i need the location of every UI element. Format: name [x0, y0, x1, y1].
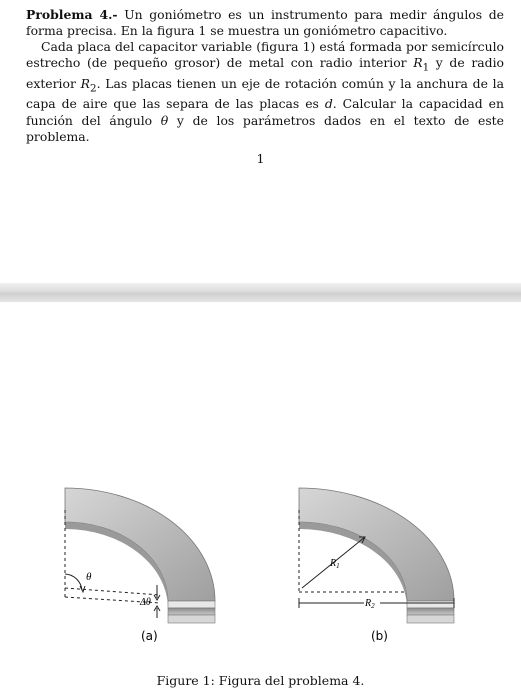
body-text-c: . Las placas tienen un eje de rotación común y la anchura de la capa de aire que las separa de las placas es	[26, 75, 505, 112]
page-separator	[0, 283, 521, 302]
figure-b-capacitor	[299, 488, 454, 643]
problem-body	[26, 39, 504, 145]
figure-1	[0, 470, 521, 660]
r1-subscript: 1	[422, 61, 430, 74]
axis-a-rotated	[65, 588, 160, 595]
plate-a-end-top	[168, 601, 215, 608]
figure-caption: Figure 1: Figura del problema 4.	[156, 673, 365, 688]
problem-text	[26, 7, 504, 145]
delta-theta-label: Δθ	[140, 597, 151, 608]
problem-intro	[26, 7, 504, 39]
figure-a-capacitor	[65, 488, 215, 643]
plate-b-upper	[299, 488, 454, 601]
theta-arc	[65, 574, 82, 590]
plate-a-upper	[65, 488, 215, 601]
page-number: 1	[256, 151, 265, 166]
r1-symbol: R	[413, 55, 423, 71]
body-text-a: Cada placa del capacitor variable (figura 1) está formada por semicírculo estrecho (de pequeño grosor) de metal con radio interior	[26, 39, 504, 71]
r1-label: $R_1$	[330, 558, 340, 570]
r2-symbol: R	[80, 75, 90, 91]
r2-subscript: 2	[89, 82, 97, 95]
label-a: (a)	[141, 629, 158, 643]
r2-label: $R_2$	[365, 598, 375, 610]
plate-b-end-top	[407, 601, 454, 608]
plate-b-end-mid	[407, 608, 454, 615]
plate-a-end-bottom	[168, 615, 215, 623]
body-text-b: y de radio exterior	[26, 55, 504, 91]
label-b: (b)	[371, 629, 388, 643]
theta-symbol: θ	[160, 112, 169, 128]
plate-a-end-mid	[168, 608, 215, 615]
problem-title: Problema 4.-	[26, 7, 118, 22]
theta-arrowhead	[80, 586, 85, 592]
plate-b-end-bottom	[407, 615, 454, 623]
intro-text: Un goniómetro es un instrumento para medir ángulos de forma precisa. En la figura 1 se muestra un goniómetro capacitivo.	[26, 7, 504, 39]
theta-label: θ	[86, 571, 92, 583]
body-text-e: y de los parámetros dados en el texto de este problema.	[26, 112, 504, 144]
body-text-d: . Calcular la capacidad en función del ángulo	[26, 96, 504, 128]
d-symbol: d	[324, 96, 333, 112]
page-1	[0, 0, 521, 283]
